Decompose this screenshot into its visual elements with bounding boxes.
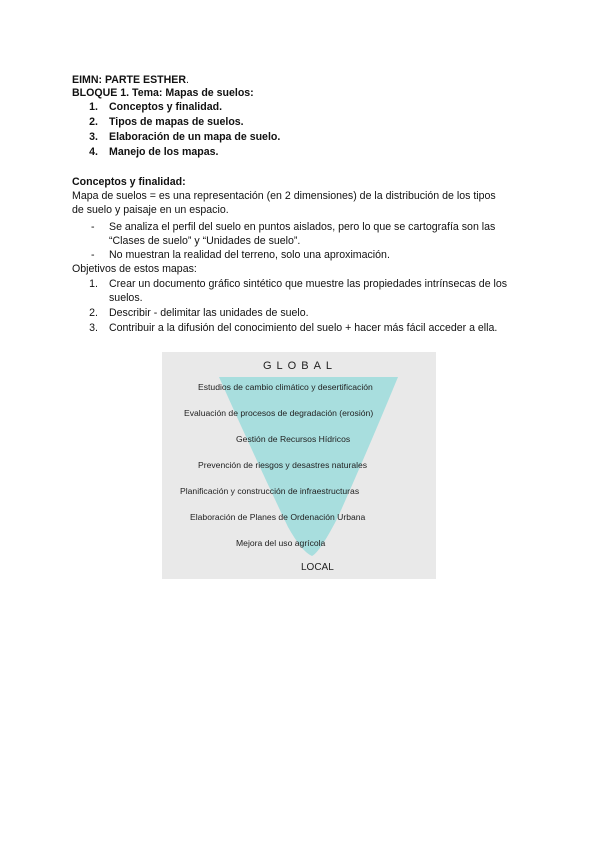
bullet-mark: - — [91, 221, 95, 233]
funnel-level: Planificación y construcción de infraestructuras — [180, 486, 360, 496]
objectives-heading: Objetivos de estos mapas: — [72, 263, 197, 275]
global-local-funnel-figure — [162, 352, 436, 579]
topic-item: Elaboración de un mapa de suelo. — [109, 131, 281, 143]
list-number: 2. — [89, 116, 98, 128]
objective-text: Contribuir a la difusión del conocimiento del suelo + hacer más fácil acceder a ella. — [109, 322, 498, 334]
list-number: 1. — [89, 101, 98, 113]
objective-text: suelos. — [109, 292, 143, 304]
funnel-level: Elaboración de Planes de Ordenación Urbana — [190, 512, 366, 522]
bullet-mark: - — [91, 249, 95, 261]
list-number: 3. — [89, 131, 98, 143]
funnel-level: Estudios de cambio climático y desertificación — [198, 382, 373, 392]
list-number: 2. — [89, 307, 98, 319]
definition-line: de suelo y paisaje en un espacio. — [72, 204, 229, 216]
list-number: 1. — [89, 278, 98, 290]
objective-text: Describir - delimitar las unidades de suelo. — [109, 307, 309, 319]
topic-item: Manejo de los mapas. — [109, 146, 219, 158]
block-heading: BLOQUE 1. Tema: Mapas de suelos: — [72, 87, 254, 99]
topic-item: Tipos de mapas de suelos. — [109, 116, 244, 128]
objective-text: Crear un documento gráfico sintético que muestre las propiedades intrínsecas de los — [109, 278, 508, 290]
local-label: LOCAL — [301, 562, 334, 573]
funnel-level: Mejora del uso agrícola — [236, 538, 326, 548]
list-number: 3. — [89, 322, 98, 334]
funnel-level: Gestión de Recursos Hídricos — [236, 434, 351, 444]
list-number: 4. — [89, 146, 98, 158]
definition-line: Mapa de suelos = es una representación (en 2 dimensiones) de la distribución de los tipos — [72, 190, 496, 202]
bullet-text: Se analiza el perfil del suelo en puntos aislados, pero lo que se cartografía son las — [109, 221, 496, 233]
document-title: EIMN: PARTE ESTHER. — [72, 74, 189, 86]
bullet-text: No muestran la realidad del terreno, solo una aproximación. — [109, 249, 390, 261]
section-heading: Conceptos y finalidad: — [72, 176, 186, 188]
bullet-text: “Clases de suelo” y “Unidades de suelo”. — [109, 235, 301, 247]
global-label: GLOBAL — [263, 360, 338, 372]
funnel-level: Prevención de riesgos y desastres naturales — [198, 460, 368, 470]
topic-item: Conceptos y finalidad. — [109, 101, 223, 113]
funnel-level: Evaluación de procesos de degradación (erosión) — [184, 408, 374, 418]
